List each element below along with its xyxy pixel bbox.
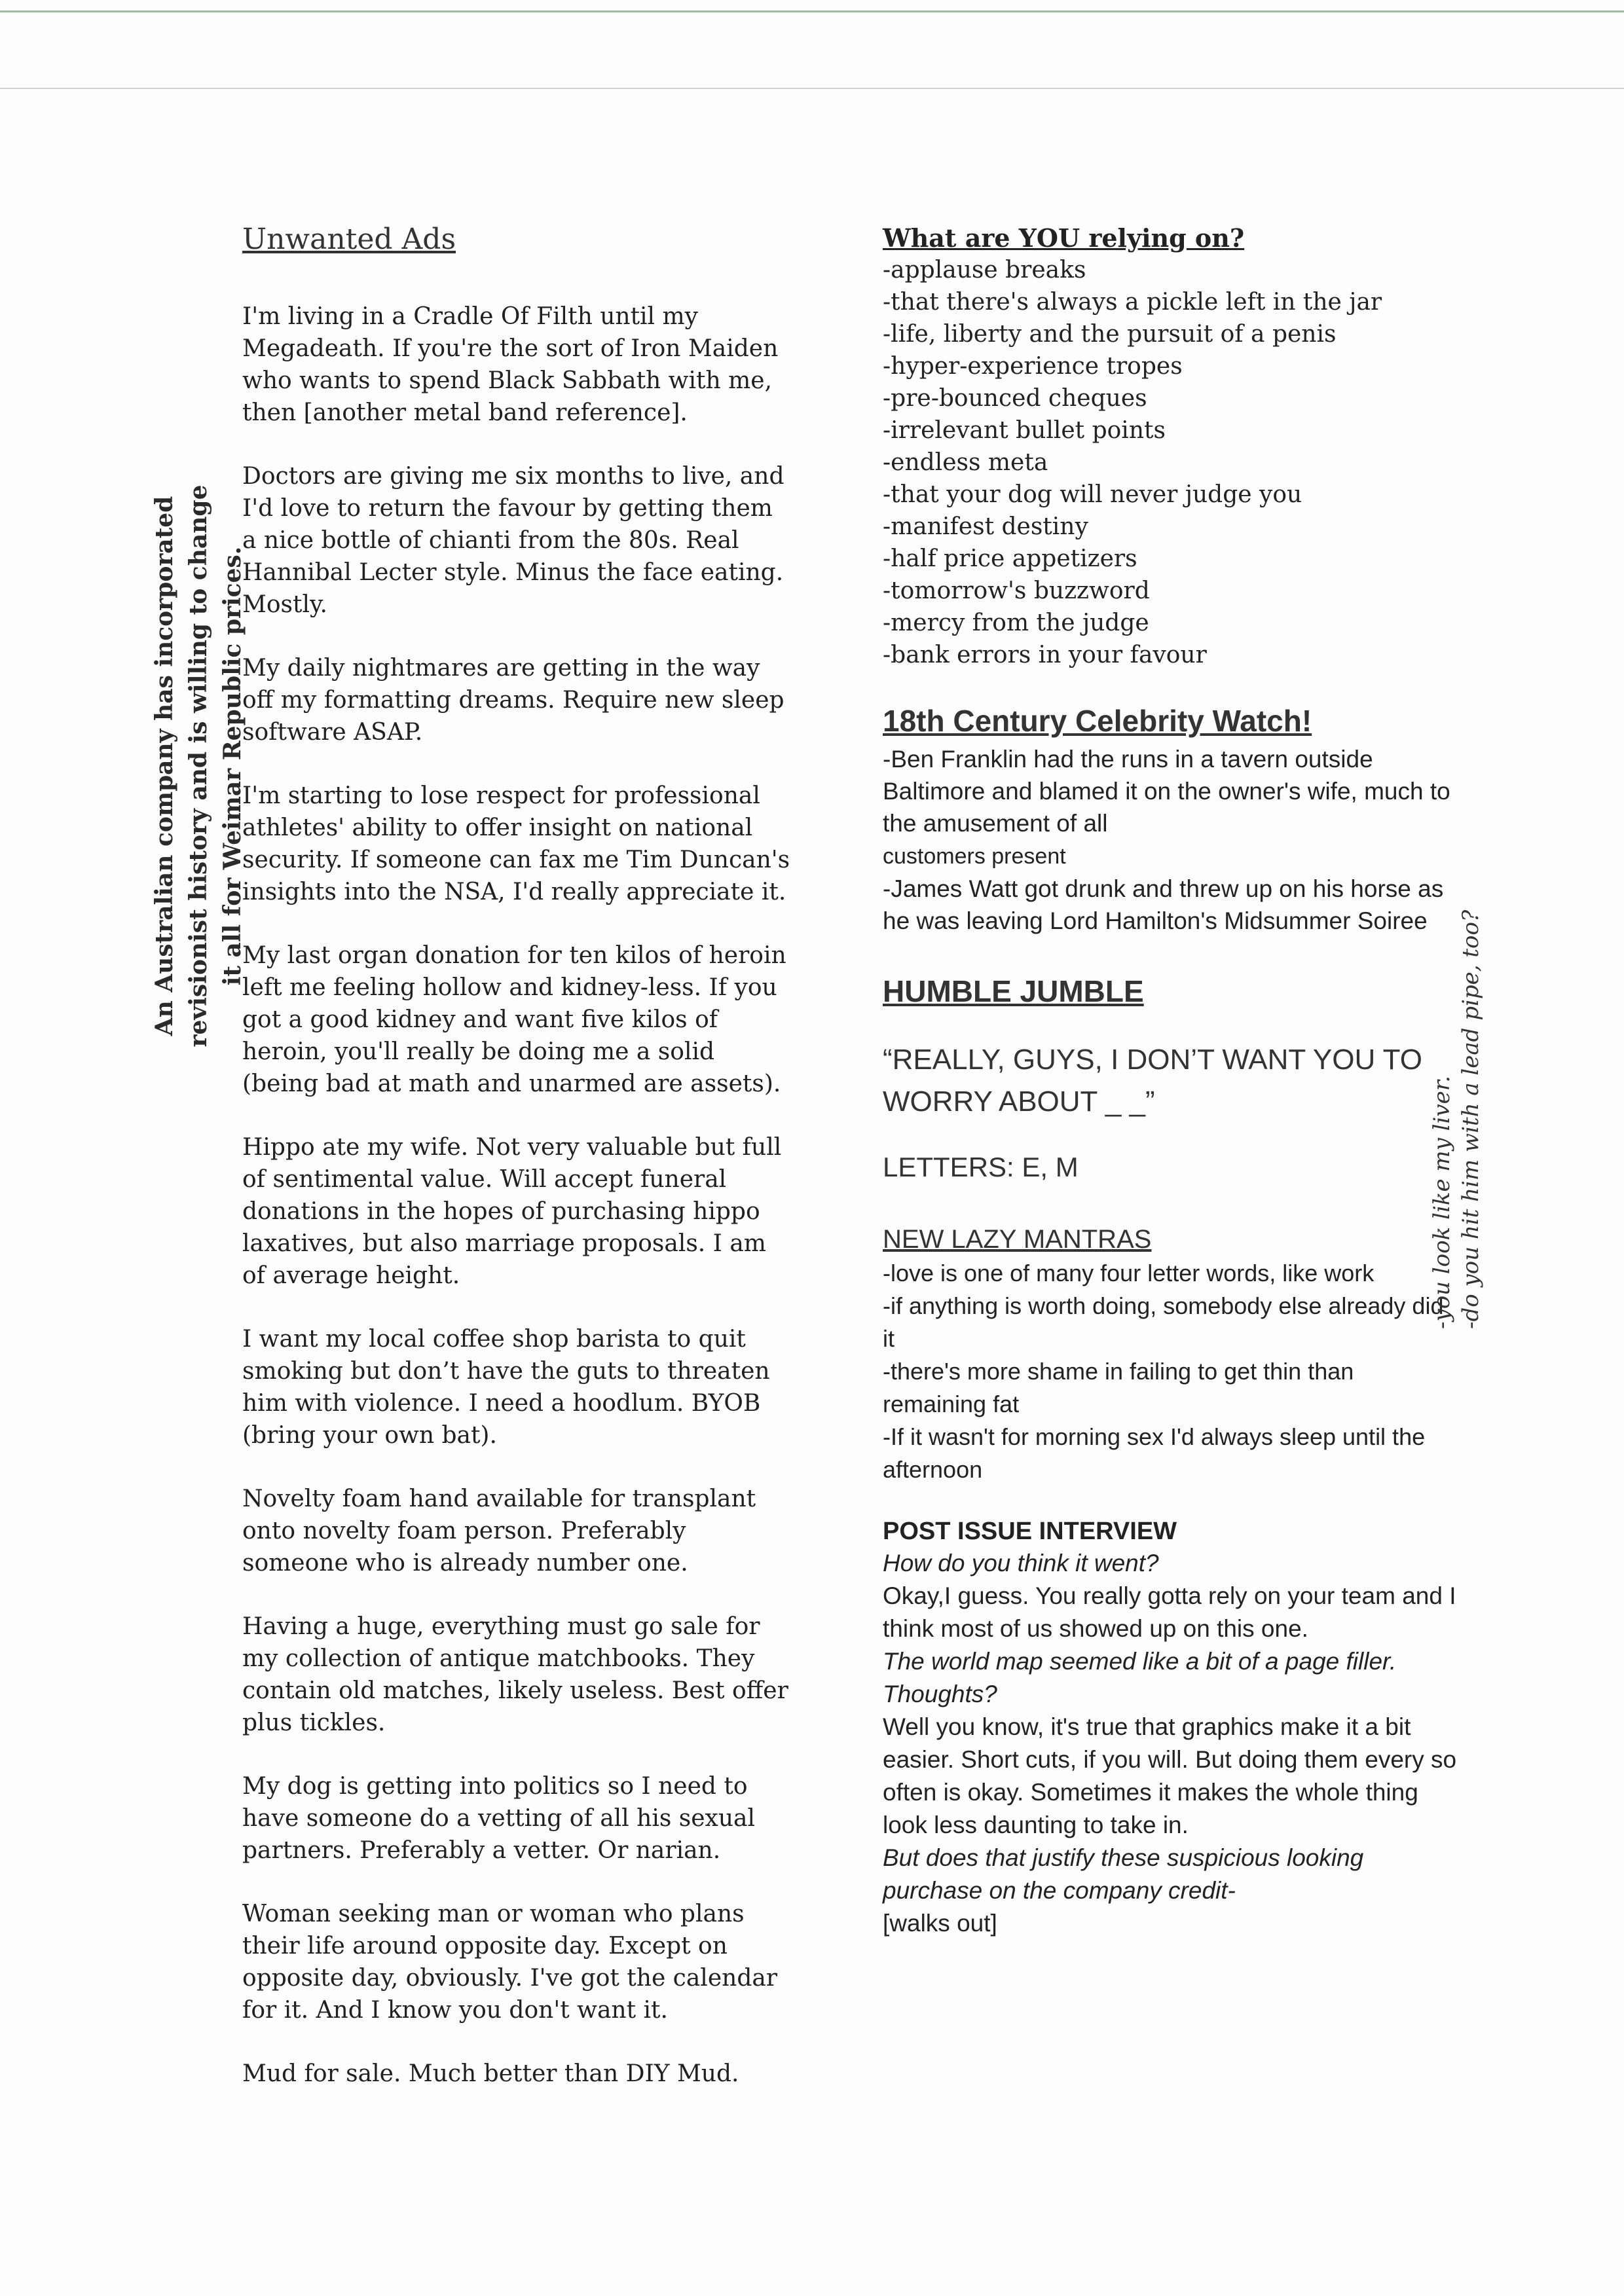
side-note-right-line: -you look like my liver. (1429, 1075, 1455, 1329)
interview-answer: Okay,I guess. You really gotta rely on your team and I think most of us showed up on this one. (883, 1582, 1456, 1642)
ad-item: Novelty foam hand available for transplant onto novelty foam person. Preferably someone who is already number one. (242, 1485, 756, 1576)
right-column (883, 223, 1459, 1940)
interview-question: How do you think it went? (883, 1550, 1159, 1576)
ad-item: I want my local coffee shop barista to quit smoking but don’t have the guts to threaten him with violence. I need a hoodlum. BYOB (bring your own bat). (242, 1326, 770, 1449)
list-item: -manifest destiny (883, 513, 1088, 540)
ad-item: Having a huge, everything must go sale for my collection of antique matchbooks. They contain old matches, likely useless. Best offer plus tickles. (242, 1613, 788, 1736)
ad-item: Mud for sale. Much better than DIY Mud. (242, 2060, 739, 2087)
list-item: -if anything is worth doing, somebody else already did it (883, 1292, 1444, 1352)
list-item: -love is one of many four letter words, like work (883, 1260, 1375, 1286)
list-item: -that there's always a pickle left in the jar (883, 289, 1382, 316)
celebrity-section (883, 702, 1459, 937)
list-item: -half price appetizers (883, 545, 1137, 572)
list-item: -mercy from the judge (883, 610, 1149, 636)
ad-item: Hippo ate my wife. Not very valuable but full of sentimental value. Will accept funeral donations in the hopes of purchasing hippo laxatives, but also marriage proposals. I am of average height. (242, 1134, 782, 1289)
celebrity-item: -James Watt got drunk and threw up on his horse as he was leaving Lord Hamilton's Midsummer Soiree (883, 875, 1444, 934)
mantras-title: NEW LAZY MANTRAS (883, 1225, 1152, 1254)
relying-list (883, 254, 1459, 671)
ad-item: I'm starting to lose respect for professional athletes' ability to offer insight on national security. If someone can fax me Tim Duncan's insights into the NSA, I'd really appreciate it. (242, 782, 790, 905)
interview-section (883, 1518, 1459, 1940)
side-note-left-line: An Australian company has incorporated (151, 496, 178, 1036)
ad-item: My daily nightmares are getting in the way off my formatting dreams. Require new sleep software ASAP. (242, 655, 784, 746)
list-item: -If it wasn't for morning sex I'd always sleep until the afternoon (883, 1423, 1426, 1483)
ad-item: Woman seeking man or woman who plans their life around opposite day. Except on opposite day, obviously. I've got the calendar for it. And I know you don't want it. (242, 1901, 778, 2024)
side-note-right (1428, 884, 1493, 1329)
unwanted-ads-title: Unwanted Ads (242, 223, 456, 256)
list-item: -that your dog will never judge you (883, 481, 1302, 508)
unwanted-ads-column (242, 223, 792, 2121)
side-note-right-line: -do you hit him with a lead pipe, too? (1458, 909, 1484, 1329)
interview-answer: [walks out] (883, 1910, 997, 1937)
mantras-section (883, 1225, 1459, 1486)
jumble-title: HUMBLE JUMBLE (883, 974, 1144, 1008)
list-item: -endless meta (883, 449, 1048, 476)
jumble-section (883, 974, 1459, 1183)
list-item: -bank errors in your favour (883, 642, 1207, 668)
relying-section (883, 223, 1459, 671)
interview-question: The world map seemed like a bit of a page filler. Thoughts? (883, 1648, 1397, 1707)
jumble-letters: LETTERS: E, M (883, 1152, 1079, 1182)
ad-item: Doctors are giving me six months to live, and I'd love to return the favour by getting them a nice bottle of chianti from the 80s. Real Hannibal Lecter style. Minus the face eating. Mostly. (242, 463, 784, 618)
list-item: -tomorrow's buzzword (883, 577, 1150, 604)
top-rule (0, 10, 1624, 12)
second-rule (0, 88, 1624, 89)
interview-answer: Well you know, it's true that graphics make it a bit easier. Short cuts, if you will. But doing them every so often is okay. Sometimes it makes the whole thing look less daunting to take in. (883, 1713, 1457, 1838)
ad-item: My last organ donation for ten kilos of heroin left me feeling hollow and kidney-less. If you got a good kidney and want five kilos of heroin, you'll really be doing me a solid (being bad at math and unarmed are assets). (242, 942, 786, 1097)
list-item: -there's more shame in failing to get thin than remaining fat (883, 1358, 1354, 1417)
list-item: -applause breaks (883, 257, 1086, 283)
side-note-left-line: revisionist history and is willing to change (185, 484, 212, 1048)
interview-title: POST ISSUE INTERVIEW (883, 1518, 1177, 1545)
celebrity-item-main: -Ben Franklin had the runs in a tavern outside Baltimore and blamed it on the owner's wife, much to the amusement of all (883, 746, 1450, 837)
celebrity-item-tail: customers present (883, 844, 1066, 869)
celebrity-item (883, 743, 1459, 873)
side-note-left-line: it all for Weimar Republic prices. (219, 546, 246, 986)
jumble-quote: “REALLY, GUYS, I DON’T WANT YOU TO WORRY ABOUT _ _” (883, 1044, 1422, 1118)
list-item: -pre-bounced cheques (883, 385, 1147, 412)
list-item: -hyper-experience tropes (883, 353, 1183, 380)
relying-title: What are YOU relying on? (883, 223, 1245, 253)
mantras-list (883, 1257, 1459, 1486)
celebrity-title: 18th Century Celebrity Watch! (883, 704, 1312, 738)
ad-item: I'm living in a Cradle Of Filth until my Megadeath. If you're the sort of Iron Maiden who wants to spend Black Sabbath with me, then [another metal band reference]. (242, 303, 779, 426)
list-item: -life, liberty and the pursuit of a penis (883, 321, 1337, 348)
interview-question: But does that justify these suspicious looking purchase on the company credit- (883, 1844, 1364, 1904)
list-item: -irrelevant bullet points (883, 417, 1166, 444)
ad-item: My dog is getting into politics so I need to have someone do a vetting of all his sexual partners. Preferably a vetter. Or narian. (242, 1773, 755, 1864)
